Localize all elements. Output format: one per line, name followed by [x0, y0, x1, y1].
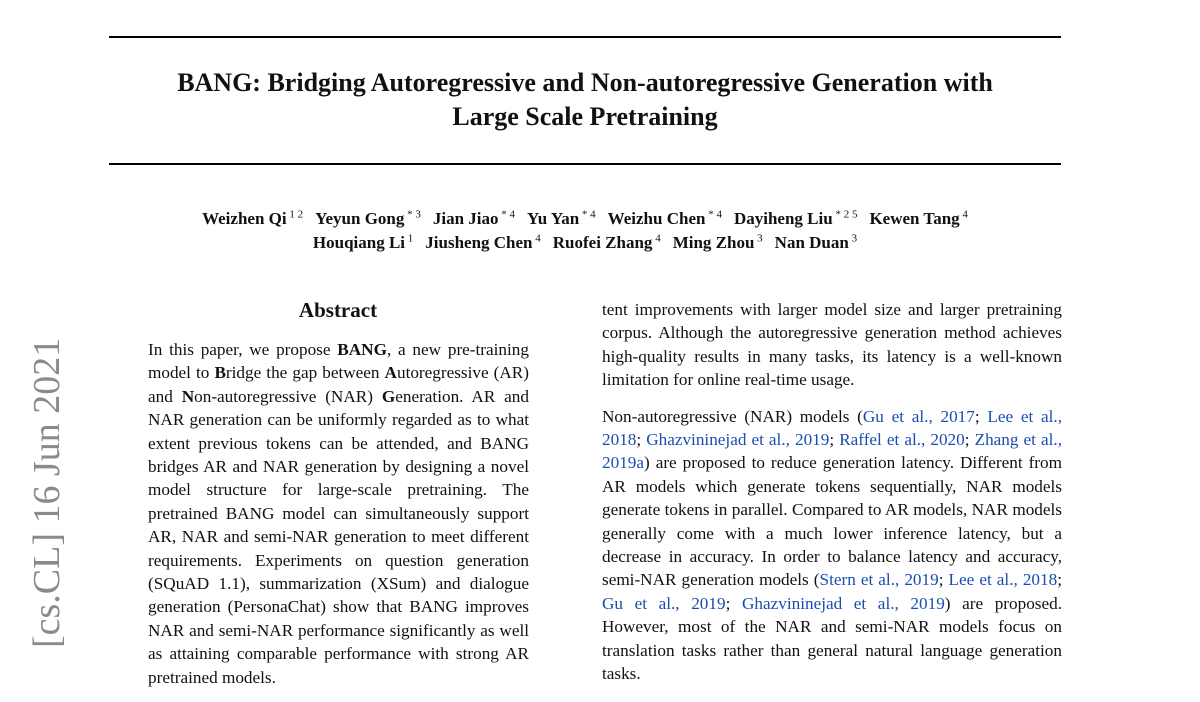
author-affiliation: * 4	[705, 208, 722, 221]
author-name: Jiusheng Chen $^4$	[425, 232, 541, 252]
citation-link[interactable]: Raffel et al., 2020	[839, 430, 965, 450]
author-affiliation: * 2 5	[832, 208, 858, 221]
author-affiliation: 4	[652, 232, 661, 245]
author-affiliation: * 3	[404, 208, 421, 221]
author-affiliation: 1 2	[286, 208, 304, 221]
abstract-heading: Abstract	[298, 298, 378, 322]
author-name: Yu Yan $^{* 4}$	[527, 208, 596, 228]
title-line-2: Large Scale Pretraining	[452, 102, 718, 131]
author-name: Weizhu Chen $^{* 4}$	[607, 208, 722, 228]
citation-link[interactable]: Stern et al., 2019	[819, 570, 939, 590]
author-name: Ruofei Zhang $^4$	[552, 232, 661, 252]
citation-link[interactable]: Lee et al., 2018	[948, 570, 1058, 590]
title-rule-bottom	[109, 163, 1061, 165]
author-affiliation: * 4	[579, 208, 596, 221]
author-name: Dayiheng Liu $^{* 2 5}$	[733, 208, 858, 228]
abstract-body	[148, 338, 529, 702]
intro-body	[602, 298, 1062, 699]
intro-paragraph-1: tent improvements with larger model size and larger pretraining corpus. Although the autoregressive generation method achieves high-quality results in many tasks, its latency is a well-known limitation for online real-time usage.	[602, 300, 1062, 390]
author-affiliation: * 4	[498, 208, 516, 221]
abstract-paragraph: In this paper, we propose BANG, a new pre-training model to Bridge the gap between Autoregressive (AR) and Non-autoregressive (NAR) Generation. AR and NAR generation can be uniformly regarded as to what extent previous tokens can be attended, and BANG bridges AR and NAR generation by designing a novel model structure for large-scale pretraining. The pretrained BANG model can simultaneously support AR, NAR and semi-NAR generation to meet different requirements. Experiments on question generation (SQuAD 1.1), summarization (XSum) and dialogue generation (PersonaChat) show that BANG improves NAR and semi-NAR performance significantly as well as attaining comparable performance with strong AR pretrained models.	[148, 340, 529, 687]
author-affiliation: 1	[405, 232, 414, 245]
author-name: Weizhen Qi $^{1 2}$	[202, 208, 304, 228]
author-name: Ming Zhou $^3$	[672, 232, 763, 252]
intro-paragraph-2: Non-autoregressive (NAR) models (Gu et al., 2017; Lee et al., 2018; Ghazvininejad et al., 2019; Raffel et al., 2020; Zhang et al., 2019a) are proposed to reduce generation latency. Different from AR models which generate tokens sequentially, NAR models generate tokens in parallel. Compared to AR models, NAR models generally come with a much lower inference latency, but a decrease in accuracy. In order to balance latency and accuracy, semi-NAR generation models (Stern et al., 2019; Lee et al., 2018; Gu et al., 2019; Ghazvininejad et al., 2019) are proposed. However, most of the NAR and semi-NAR models focus on translation tasks rather than general natural language generation tasks.	[602, 406, 1063, 684]
citation-link[interactable]: Ghazvininejad et al., 2019	[741, 593, 945, 613]
citation-link[interactable]: Gu et al., 2017	[862, 406, 975, 426]
citation-link[interactable]: Ghazvininejad et al., 2019	[646, 430, 830, 450]
title-rule-top	[109, 36, 1061, 38]
author-affiliation: 4	[959, 208, 968, 221]
author-affiliation: 3	[848, 232, 858, 245]
author-affiliation: 4	[532, 232, 541, 245]
citation-link[interactable]: Gu et al., 2019	[602, 593, 726, 613]
author-name: Yeyun Gong $^{* 3}$	[315, 208, 421, 228]
author-name: Nan Duan $^3$	[774, 232, 858, 252]
title-line-1: BANG: Bridging Autoregressive and Non-autoregressive Generation with	[177, 68, 993, 97]
arxiv-side-stamp: [cs.CL] 16 Jun 2021	[26, 337, 68, 648]
author-line-2	[100, 231, 1070, 255]
author-list	[100, 207, 1070, 255]
citation-link[interactable]: Lee et al., 2018	[602, 406, 1062, 450]
citation-link[interactable]: Zhang et al., 2019a	[602, 430, 1062, 473]
author-name: Houqiang Li $^1$	[312, 232, 414, 252]
paper-title	[109, 66, 1061, 134]
author-affiliation: 3	[754, 232, 763, 245]
author-name: Kewen Tang $^4$	[869, 208, 968, 228]
author-line-1	[100, 207, 1070, 231]
author-name: Jian Jiao $^{* 4}$	[432, 208, 516, 228]
bang-name: BANG	[337, 340, 387, 359]
